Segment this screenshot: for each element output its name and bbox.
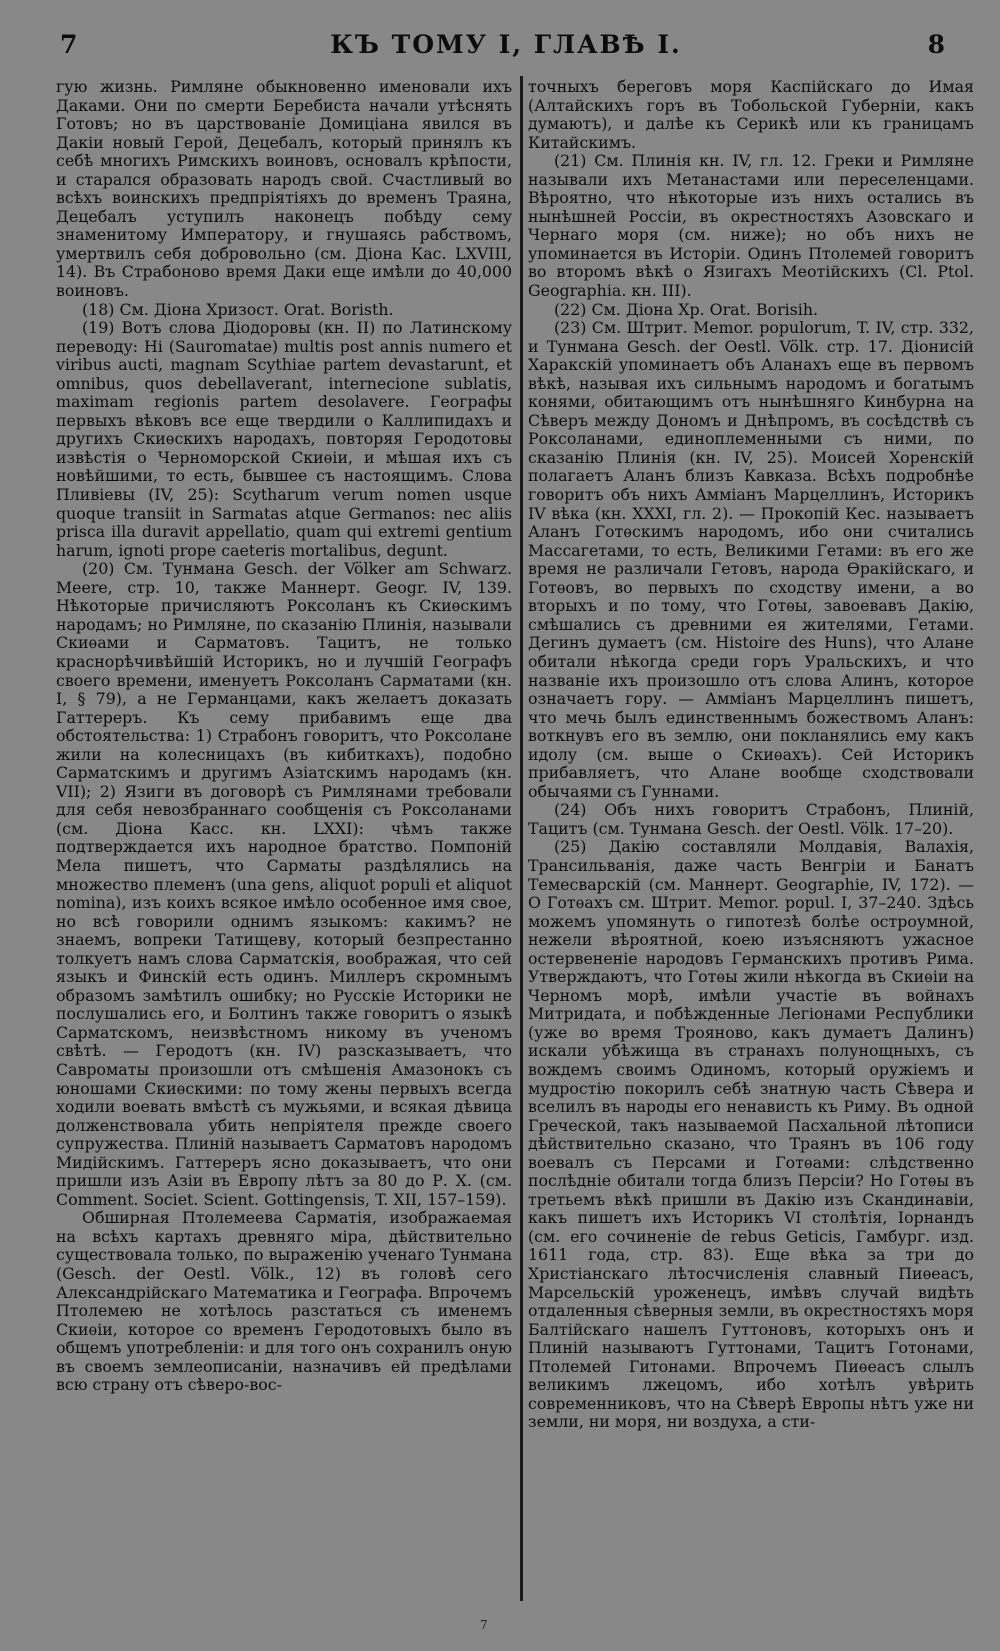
footnote-18: (18) См. Діона Хризост. Orat. Boristh. [82, 299, 394, 319]
paragraph: гую жизнь. Римляне обыкновенно именовали ихъ Даками. Они по смерти Беребиста начали утѣснять Готовъ; но въ царствованіе Домиціана явился въ Дакіи новый Герой, Децебалъ, который принялъ къ себѣ многихъ Римскихъ воиновъ, основалъ крѣпости, и старался образовать народъ свой. Счастливый во всѣхъ воинскихъ предпріятіяхъ до временъ Траяна, Децебалъ уступилъ наконецъ побѣду сему знаменитому Императору, и гнушаясь рабствомъ, умертвилъ себя добровольно (см. Діона Кас. LXVIII, 14). Въ Страбоново время Даки еще имѣли до 40,000 воиновъ. [56, 78, 512, 301]
footnote-19: (19) Вотъ слова Діодоровы (кн. II) по Латинскому переводу: Hi (Sauromatae) multis post annis numero et viribus aucti, magnam Scythiae partem devastarunt, et omnibus, quos debellaverant, internecione sublatis, maximam regionis partem desolavere. Географы первыхъ вѣковъ все еще твердили о Каллипидахъ и другихъ Скиѳскихъ народахъ, повторяя Геродотовы извѣстія о Черноморской Скиѳіи, и мѣшая ихъ съ новѣйшими, то есть, бывшее съ настоящимъ. Слова Пливіевы (IV, 25): Scytharum verum nomen usque quoque transiit in Sarmatas atque Germanos: nec aliis prisca illa duravit appellatio, quam qui extremi gentium harum, ignoti prope caeteris mortalibus, degunt. [56, 318, 512, 560]
footnote-20: (20) См. Тунмана Gesch. der Völker am Schwarz. Meere, стр. 10, также Маннерт. Geogr. IV, 139. Нѣкоторые причисляютъ Роксоланъ къ Скиѳскимъ народамъ; но Римляне, по сказанію Плинія, называли Скиѳами и Сарматовъ. Тацитъ, не только краснорѣчивѣйшій Историкъ, но и лучшій Географъ своего времени, именуетъ Роксоланъ Сарматами (кн. I, § 79), а не Германцами, какъ желаетъ доказать Гаттерeръ. Къ сему прибавимъ еще два обстоятельства: 1) Страбонъ говоритъ, что Роксолане жили на колесницахъ (въ кибиткахъ), подобно Сарматскимъ и другимъ Азіатскимъ народамъ (кн. VII); 2) Язиги въ договорѣ съ Римлянами требовали для себя невозбраннаго сообщенія съ Роксоланами (см. Діона Касс. кн. LXXI): чѣмъ также подтверждается ихъ народное братство. Помпоній Мела пишетъ, что Сарматы раздѣлялись на множество племенъ (una gens, aliquot populi et aliquot nomina), изъ коихъ всякое имѣло особенное имя свое, но всѣ говорили однимъ языкомъ: какимъ? не знаемъ, вопреки Татищеву, который безпрестанно толкуетъ намъ слова Сарматскія, воображая, что сей языкъ и Финскій есть одинъ. Миллеръ скромнымъ образомъ замѣтилъ ошибку; но Русскіе Историки не послушались его, и Болтинъ также говоритъ о языкѣ Сарматскомъ, неизвѣстномъ никому въ ученомъ свѣтѣ. — Геродотъ (кн. IV) разсказываетъ, что Савроматы произошли отъ смѣшенія Амазонокъ съ юношами Скиѳскими: по тому жены первыхъ всегда ходили воевать вмѣстѣ съ мужьями, и всякая дѣвица долженствовала убить непріятеля прежде своего супружества. Плиній называетъ Сарматовъ народомъ Мидійскимъ. Гаттерeръ ясно доказываетъ, что они пришли изъ Азіи въ Европу лѣтъ за 80 до Р. Х. (см. Comment. Societ. Scient. Gottingensis, T. XII, 157–159). [56, 559, 512, 1209]
page-number-right: 8 [927, 30, 946, 59]
footnote-23: (23) См. Штрит. Memor. populorum, T. IV, стр. 332, и Тунмана Gesch. der Oestl. Völk. стр. 17. Діонисій Харакскій упоминаетъ объ Аланахъ еще въ первомъ вѣкѣ, называя ихъ сильнымъ народомъ и богатымъ конями, обитающимъ отъ нынѣшняго Кинбурна на Сѣверъ между Дономъ и Днѣпромъ, въ сосѣдствѣ съ Роксоланами, единоплеменными съ ними, по сказанію Плинія (кн. IV, 25). Моисей Хоренскій полагаетъ Аланъ близъ Кавказа. Всѣхъ подробнѣе говоритъ объ нихъ Амміанъ Марцеллинъ, Историкъ IV вѣка (кн. XXXI, гл. 2). — Прокопій Кес. называетъ Аланъ Готѳскимъ народомъ, ибо они считались Массагетами, то есть, Великими Гетами: въ его же время не различали Гетовъ, народа Ѳракійскаго, и Готѳовъ, во первыхъ по сходству имени, а во вторыхъ и по тому, что Готѳы, завоевавъ Дакію, смѣшались съ древними ея жителями, Гетами. Дегинъ думаетъ (см. Histoire des Huns), что Алане обитали нѣкогда среди горъ Уральскихъ, и что названіе ихъ произошло отъ слова Алинъ, которое означаетъ гору. — Амміанъ Марцеллинъ пишетъ, что мечь былъ единственнымъ божествомъ Аланъ: воткнувъ его въ землю, они покланялись ему какъ идолу (см. выше о Скиѳахъ). Сей Историкъ прибавляетъ, что Алане вообще сходствовали обычаями съ Гуннами. [528, 318, 974, 801]
running-title: КЪ ТОМУ I, ГЛАВѢ I. [330, 30, 682, 59]
left-column [56, 78, 512, 1395]
paragraph: Обширная Птолемеева Сарматія, изображаемая на всѣхъ картахъ древняго міра, дѣйствительно существовала только, по выраженію ученаго Тунмана (Gesch. der Oestl. Völk., 12) въ головѣ сего Александрійскаго Математика и Географа. Впрочемъ Птолемею не хотѣлось разстаться съ именемъ Скиѳіи, которое со временъ Геродотовыхъ было въ общемъ употребленіи: и для того онъ сохранилъ оную въ своемъ землеописаніи, назначивъ ей предѣлами всю страну отъ сѣверо-вос- [56, 1208, 512, 1395]
right-column [528, 78, 974, 1432]
running-header [52, 30, 960, 70]
footnote-25: (25) Дакію составляли Молдавія, Валахія, Трансильванія, даже часть Венгріи и Банатъ Темесварскій (см. Маннерт. Geographie, IV, 172). — О Готѳахъ см. Штрит. Memor. popul. I, 37–240. Здѣсь можемъ упомянуть о гипотезѣ болѣе остроумной, нежели вѣроятной, коею изъясняютъ ужасное остервененіе народовъ Германскихъ противъ Рима. Утверждаютъ, что Готѳы жили нѣкогда въ Скиѳіи на Черномъ морѣ, имѣли участіе въ войнахъ Митридата, и побѣжденные Легіонами Республики (уже во время Трояново, какъ думаетъ Далинъ) искали убѣжища въ странахъ полунощныхъ, съ вождемъ своимъ Одиномъ, который оружіемъ и мудростію покорилъ себѣ знатную часть Сѣвера и вселилъ въ народы его ненависть къ Риму. Въ одной Греческой, такъ называемой Пасхальной лѣтописи дѣйствительно сказано, что Траянъ въ 106 году воевалъ съ Персами и Готѳами: слѣдственно послѣдніе обитали тогда близъ Персіи? Но Готѳы въ третьемъ вѣкѣ пришли въ Дакію изъ Скандинавіи, какъ пишетъ ихъ Историкъ VI столѣтія, Іорнандъ (см. его сочиненіе de rebus Geticis, Гамбург. изд. 1611 года, стр. 83). Еще вѣка за три до Христіанскаго лѣтосчисленія славный Пиѳеасъ, Марсельскій уроженецъ, имѣвъ случай видѣть отдаленныя сѣверныя земли, въ окрестностяхъ моря Балтійскаго нашелъ Гуттоновъ, которыхъ онъ и Плиній называютъ Гуттонами, Тацитъ Готонами, Птолемей Гитонами. Впрочемъ Пиѳеасъ слылъ великимъ лжецомъ, ибо хотѣлъ увѣрить современниковъ, что на Сѣверѣ Европы нѣтъ уже ни земли, ни моря, ни воздуха, а сти- [528, 837, 974, 1432]
footnote-24: (24) Объ нихъ говоритъ Страбонъ, Плиній, Тацитъ (см. Тунмана Gesch. der Oestl. Völk. 17–20). [528, 800, 974, 838]
paragraph: точныхъ береговъ моря Каспійскаго до Имая (Алтайскихъ горъ въ Тобольской Губерніи, какъ думаютъ), и далѣе къ Серикѣ или къ границамъ Китайскимъ. [528, 78, 974, 152]
page-number-left: 7 [60, 30, 79, 59]
column-divider [520, 76, 523, 1601]
footnote-21: (21) См. Плинія кн. IV, гл. 12. Греки и Римляне называли ихъ Метанастами или переселенцами. Вѣроятно, что нѣкоторые изъ нихъ остались въ нынѣшней Россіи, въ окрестностяхъ Азовскаго и Чернаго моря (см. ниже); но объ нихъ не упоминается въ Исторіи. Одинъ Птолемей говоритъ во второмъ вѣкѣ о Язигахъ Меотійскихъ (Cl. Ptol. Geographia. кн. III). [528, 151, 974, 301]
printer-mark: 7 [480, 1618, 488, 1632]
footnote-22: (22) См. Діона Хр. Orat. Borisih. [554, 299, 819, 319]
